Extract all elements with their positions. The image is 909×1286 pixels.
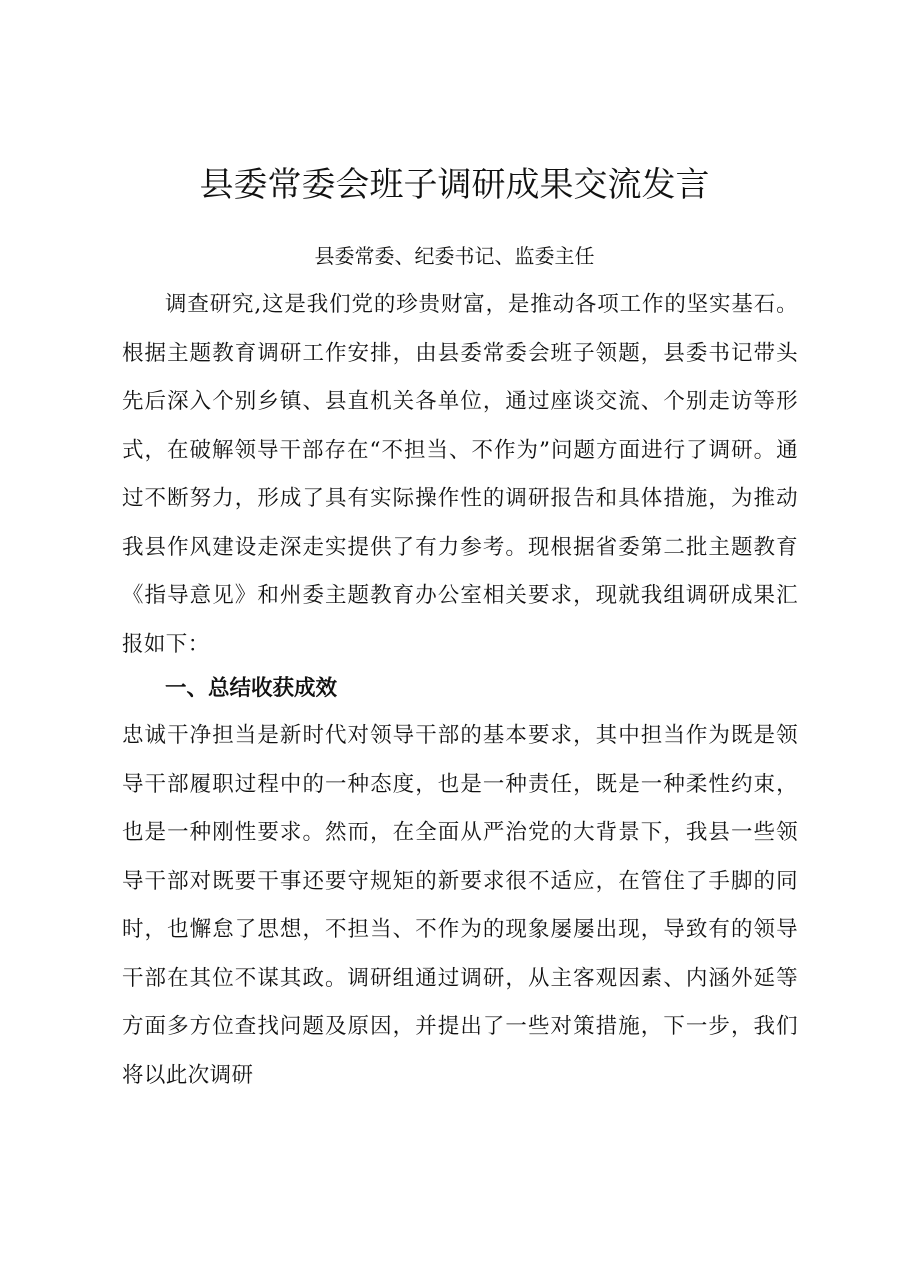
section-paragraph: 忠诚干净担当是新时代对领导干部的基本要求，其中担当作为既是领导干部履职过程中的一种态度，也是一种责任，既是一种柔性约束，也是一种刚性要求。然而，在全面从严治党的大背景下，我县一些领导干部对既要干事还要守规矩的新要求很不适应，在管住了手脚的同时，也懈怠了思想，不担当、不作为的现象屡屡出现，导致有的领导干部在其位不谋其政。调研组通过调研，从主客观因素、内涵外延等方面多方位查找问题及原因，并提出了一些对策措施，下一步，我们将以此次调研: [122, 723, 798, 1088]
section-heading: 一、总结收获成效: [165, 676, 338, 701]
document-title: 县委常委会班子调研成果交流发言: [199, 165, 710, 205]
intro-paragraph: 调查研究,这是我们党的珍贵财富，是推动各项工作的坚实基石。根据主题教育调研工作安排，由县委常委会班子领题，县委书记带头先后深入个别乡镇、县直机关各单位，通过座谈交流、个别走访等形式，在破解领导干部存在“不担当、不作为”问题方面进行了调研。通过不断努力，形成了具有实际操作性的调研报告和具体措施，为推动我县作风建设走深走实提供了有力参考。现根据省委第二批主题教育《指导意见》和州委主题教育办公室相关要求，现就我组调研成果汇报如下：: [122, 292, 798, 657]
author-line: 县委常委、纪委书记、监委主任: [314, 244, 595, 268]
